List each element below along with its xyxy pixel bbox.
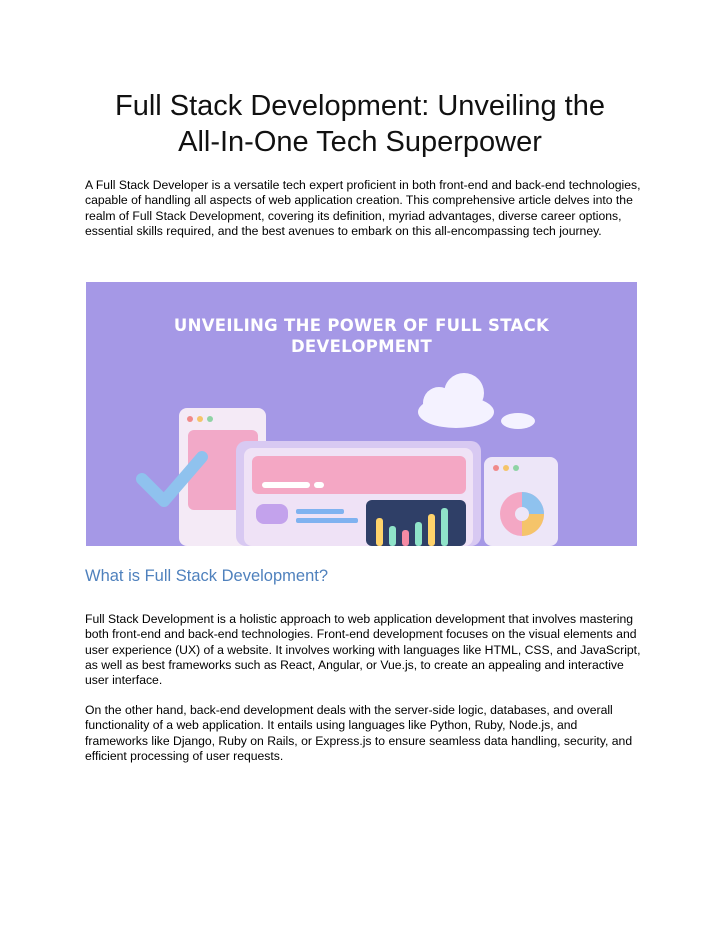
right-window-illustration: [484, 457, 558, 546]
cloud-icon: [418, 373, 535, 429]
intro-paragraph: A Full Stack Developer is a versatile tech expert proficient in both front-end and back-end technologies, capable of handling all aspects of web application creation. This comprehensive article delves into the realm of Full Stack Development, covering its definition, myriad advantages, diverse career options, essential skills required, and the best avenues to embark on this all-encompassing tech journey.: [85, 178, 641, 238]
title-line-1: Full Stack Development: Unveiling the: [114, 90, 605, 122]
paragraph-back-end: On the other hand, back-end development deals with the server-side logic, databases, and overall functionality of a web application. It entails using languages like Python, Ruby, Node.js, and frameworks like Django, Ruby on Rails, or Express.js to ensure seamless data handling, security, and efficient processing of user requests.: [85, 703, 633, 763]
hero-headline-line-1: UNVEILING THE POWER OF FULL STACK: [173, 316, 550, 335]
hero-artwork: [86, 282, 637, 546]
page-title: [60, 88, 660, 160]
main-window-illustration: [236, 441, 481, 546]
hero-illustration: [86, 282, 637, 546]
hero-headline-line-2: DEVELOPMENT: [290, 337, 433, 356]
paragraph-front-end: Full Stack Development is a holistic approach to web application development that involves mastering both front-end and back-end technologies. Front-end development focuses on the visual elements and user experience (UX) of a website. It involves working with languages like HTML, CSS, and JavaScript, as well as best frameworks such as React, Angular, or Vue.js, to create an appealing and interactive user interface.: [85, 612, 641, 688]
pie-chart-icon: [500, 492, 544, 536]
section-heading: What is Full Stack Development?: [85, 567, 329, 585]
title-line-2: All-In-One Tech Superpower: [178, 126, 542, 158]
